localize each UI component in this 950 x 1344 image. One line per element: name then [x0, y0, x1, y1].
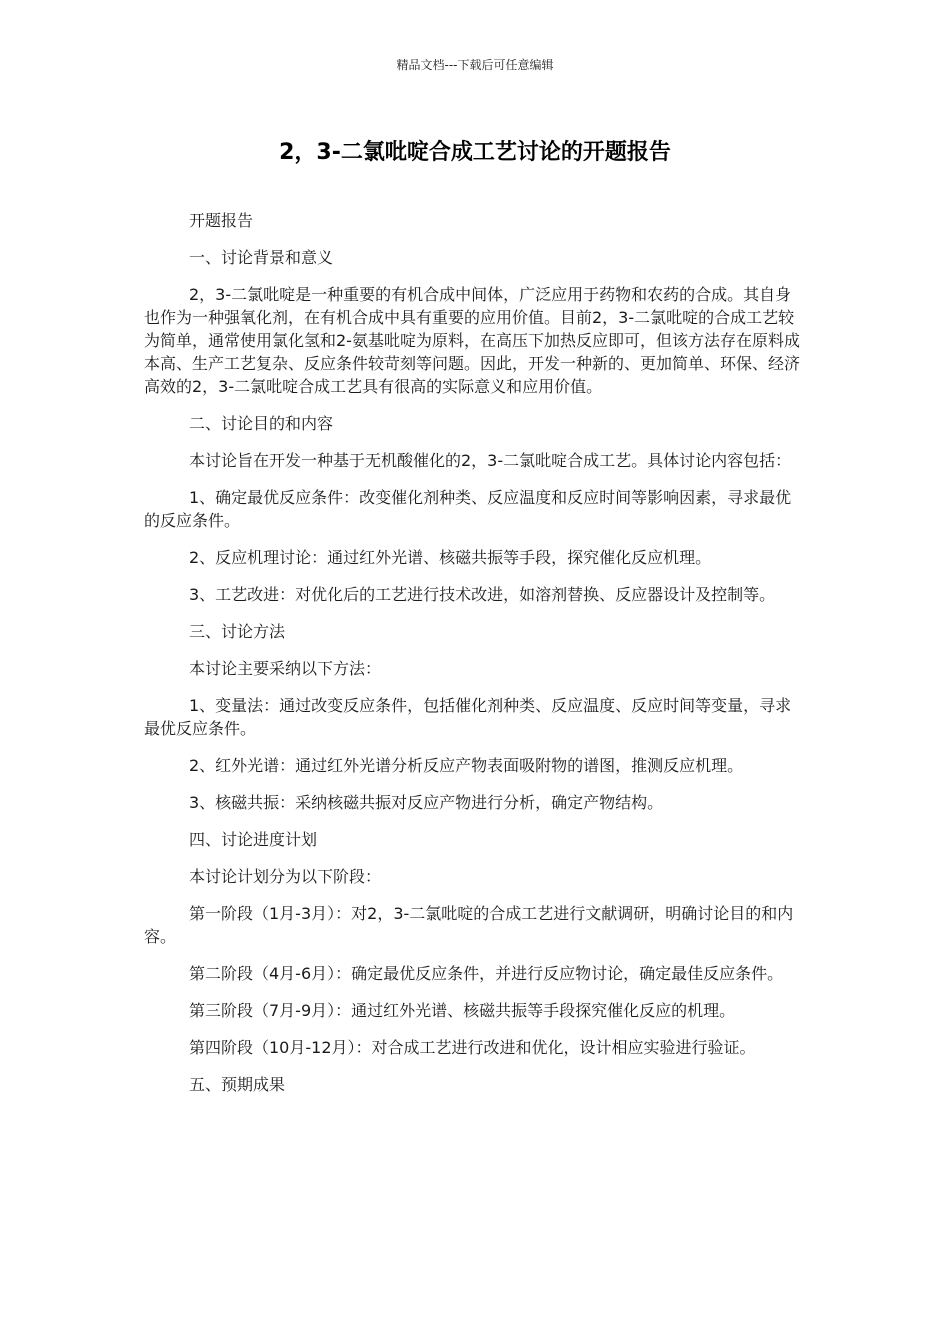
list-item-phase-2: 第二阶段（4月-6月）：确定最优反应条件，并进行反应物讨论，确定最佳反应条件。 [189, 964, 784, 983]
list-item-phase-3: 第三阶段（7月-9月）：通过红外光谱、核磁共振等手段探究催化反应的机理。 [189, 1001, 736, 1020]
paragraph-background: 2，3-二氯吡啶是一种重要的有机合成中间体，广泛应用于药物和农药的合成。其自身也作为一种强氧化剂，在有机合成中具有重要的应用价值。目前2，3-二氯吡啶的合成工艺较为简单，通常使用氯化氢和2-氨基吡啶为原料，在高压下加热反应即可，但该方法存在原料成本高、生产工艺复杂、反应条件较苛刻等问题。因此，开发一种新的、更加简单、环保、经济高效的2，3-二氯吡啶合成工艺具有很高的实际意义和应用价值。 [144, 285, 801, 396]
section-heading-methods: 三、讨论方法 [189, 622, 286, 641]
list-item-phase-1: 第一阶段（1月-3月）：对2，3-二氯吡啶的合成工艺进行文献调研，明确讨论目的和内容。 [144, 904, 794, 946]
list-item-phase-4: 第四阶段（10月-12月）：对合成工艺进行改进和优化，设计相应实验进行验证。 [189, 1038, 756, 1057]
section-heading-schedule: 四、讨论进度计划 [189, 830, 318, 849]
paragraph-methods-intro: 本讨论主要采纳以下方法： [189, 659, 382, 678]
paragraph-report-label: 开题报告 [189, 211, 254, 230]
section-heading-objectives: 二、讨论目的和内容 [189, 414, 334, 433]
paragraph-objectives-intro: 本讨论旨在开发一种基于无机酸催化的2，3-二氯吡啶合成工艺。具体讨论内容包括： [189, 451, 792, 470]
list-item-nmr: 3、核磁共振：采纳核磁共振对反应产物进行分析，确定产物结构。 [189, 793, 664, 812]
document-body [144, 209, 806, 1110]
list-item-optimal-conditions: 1、确定最优反应条件：改变催化剂种类、反应温度和反应时间等影响因素，寻求最优的反应条件。 [144, 488, 792, 530]
list-item-mechanism: 2、反应机理讨论：通过红外光谱、核磁共振等手段，探究催化反应机理。 [189, 548, 712, 567]
page-header: 精品文档---下载后可任意编辑 [396, 58, 554, 72]
section-heading-background: 一、讨论背景和意义 [189, 248, 334, 267]
paragraph-schedule-intro: 本讨论计划分为以下阶段： [189, 867, 382, 886]
section-heading-expected-results: 五、预期成果 [189, 1075, 286, 1094]
list-item-infrared: 2、红外光谱：通过红外光谱分析反应产物表面吸附物的谱图，推测反应机理。 [189, 756, 744, 775]
document-title: 2，3-二氯吡啶合成工艺讨论的开题报告 [279, 140, 671, 165]
list-item-process-improvement: 3、工艺改进：对优化后的工艺进行技术改进，如溶剂替换、反应器设计及控制等。 [189, 585, 776, 604]
list-item-variable-method: 1、变量法：通过改变反应条件，包括催化剂种类、反应温度、反应时间等变量，寻求最优反应条件。 [144, 696, 792, 738]
